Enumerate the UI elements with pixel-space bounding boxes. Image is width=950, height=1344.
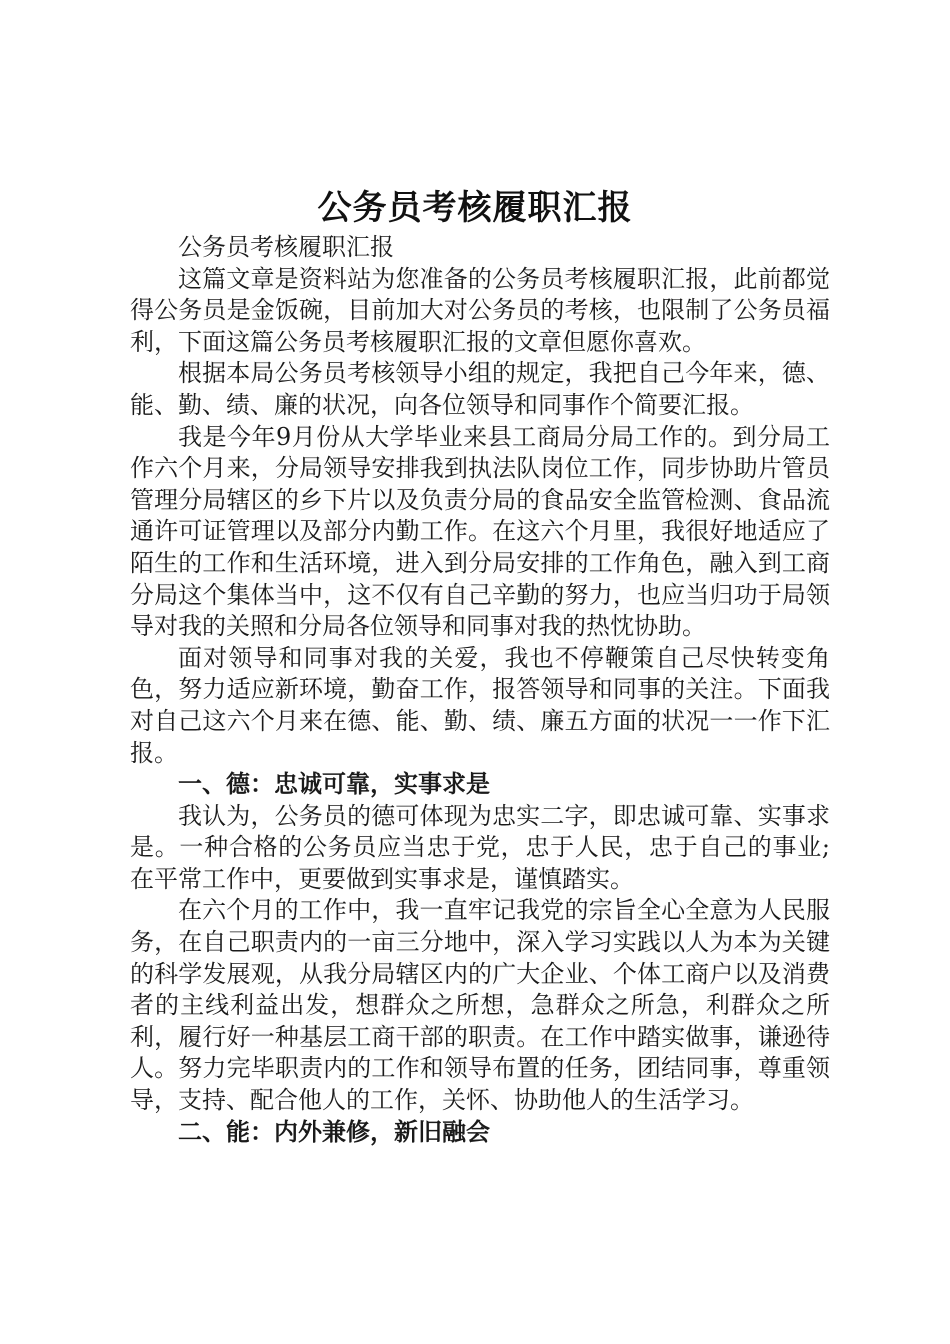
body-paragraph: 这篇文章是资料站为您准备的公务员考核履职汇报，此前都觉得公务员是金饭碗，目前加大对公务员的考核，也限制了公务员福利，下面这篇公务员考核履职汇报的文章但愿你喜欢。 [130,264,830,356]
body-paragraph: 我认为，公务员的德可体现为忠实二字，即忠诚可靠、实事求是。一种合格的公务员应当忠于党，忠于人民，忠于自己的事业;在平常工作中，更要做到实事求是，谨慎踏实。 [130,801,830,893]
body-paragraph: 我是今年9月份从大学毕业来县工商局分局工作的。到分局工作六个月来，分局领导安排我到执法队岗位工作，同步协助片管员管理分局辖区的乡下片以及负责分局的食品安全监管检测、食品流通许可证管理以及部分内勤工作。在这六个月里，我很好地适应了陌生的工作和生活环境，进入到分局安排的工作角色，融入到工商分局这个集体当中，这不仅有自己辛勤的努力，也应当归功于局领导对我的关照和分局各位领导和同事对我的热忱协助。 [130,422,830,641]
section-heading: 二、能：内外兼修，新旧融会 [178,1117,490,1146]
body-paragraph: 公务员考核履职汇报 [178,233,394,261]
section-heading: 一、德：忠诚可靠，实事求是 [178,770,490,799]
body-paragraph: 面对领导和同事对我的关爱，我也不停鞭策自己尽快转变角色，努力适应新环境，勤奋工作，报答领导和同事的关注。下面我对自己这六个月来在德、能、勤、绩、廉五方面的状况一一作下汇报。 [130,643,830,767]
document-title: 公务员考核履职汇报 [317,188,633,228]
body-paragraph: 根据本局公务员考核领导小组的规定，我把自己今年来，德、能、勤、绩、廉的状况，向各位领导和同事作个简要汇报。 [130,359,830,419]
body-paragraph: 在六个月的工作中，我一直牢记我党的宗旨全心全意为人民服务，在自己职责内的一亩三分地中，深入学习实践以人为本为关键的科学发展观，从我分局辖区内的广大企业、个体工商户以及消费者的主线利益出发，想群众之所想，急群众之所急，利群众之所利，履行好一种基层工商干部的职责。在工作中踏实做事，谦逊待人。努力完毕职责内的工作和领导布置的任务，团结同事，尊重领导，支持、配合他人的工作，关怀、协助他人的生活学习。 [130,896,830,1115]
document-body [130,232,830,1148]
